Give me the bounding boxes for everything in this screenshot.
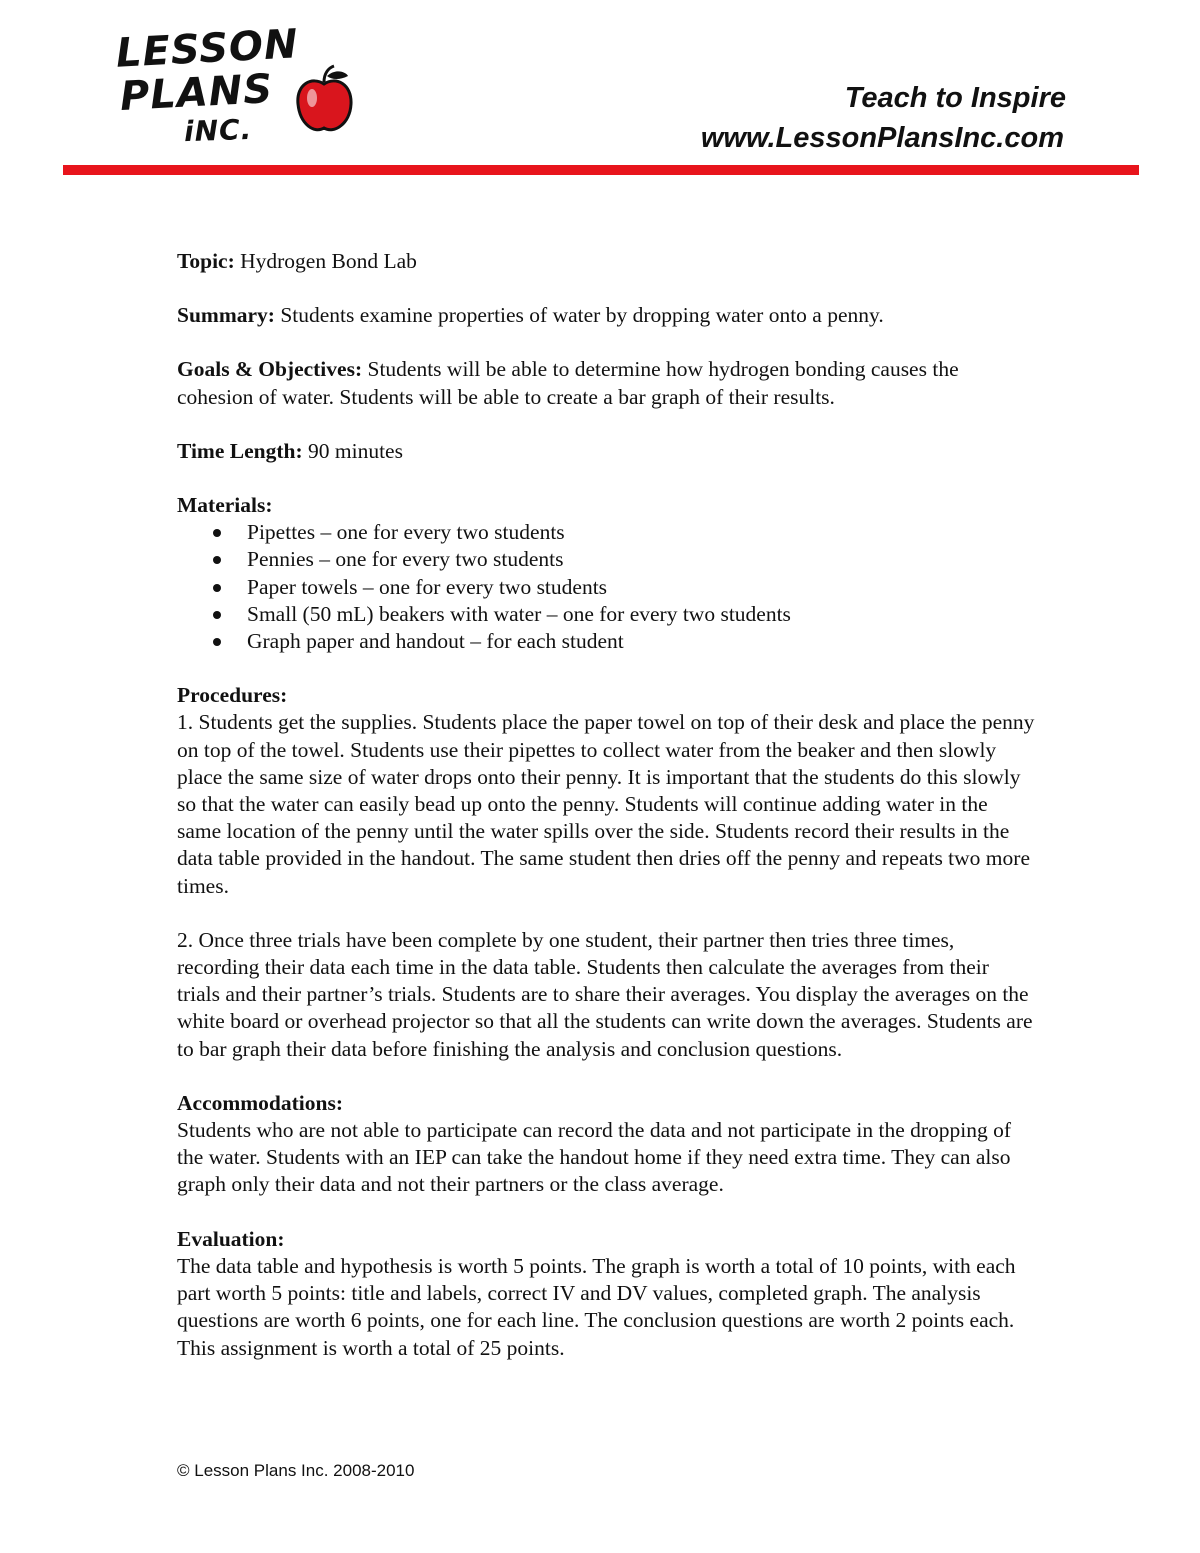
- logo-line-1: LESSON: [114, 21, 300, 77]
- procedures-heading: Procedures:: [177, 683, 288, 708]
- list-item: Small (50 mL) beakers with water – one for every two students: [177, 601, 1037, 628]
- apple-icon: [294, 64, 354, 136]
- time-length-label: Time Length:: [177, 438, 303, 463]
- materials-heading: Materials:: [177, 493, 273, 518]
- evaluation-text: The data table and hypothesis is worth 5 points. The graph is worth a total of 10 points, with each part worth 5 points: title and labels, correct IV and DV values, completed graph. The analysis questions are worth 6 points, one for each line. The conclusion questions are worth 2 points each. This assignment is worth a total of 25 points.: [177, 1253, 1016, 1360]
- summary-value: Students examine properties of water by dropping water onto a penny.: [280, 303, 884, 328]
- procedure-step-1: 1. Students get the supplies. Students place the paper towel on top of their desk and place the penny on top of the towel. Students use their pipettes to collect water from the beaker and then slowly place the same size of water drops onto their penny. It is important that the students do this slowly so that the water can easily bead up onto the penny. Students will continue adding water in the same location of the penny until the water spills over the side. Students record their results in the data table provided in the handout. The same student then dries off the penny and repeats two more times.: [177, 710, 1035, 898]
- time-length-line: [177, 438, 1037, 465]
- list-item: Pennies – one for every two students: [177, 546, 1037, 573]
- website-link[interactable]: www.LessonPlansInc.com: [700, 122, 1064, 154]
- logo-line-2: PLANS: [118, 66, 275, 120]
- list-item: Paper towels – one for every two students: [177, 574, 1037, 601]
- header-divider: [63, 165, 1139, 175]
- page-header: [0, 0, 1200, 180]
- list-item: Graph paper and handout – for each student: [177, 628, 1037, 655]
- lesson-content: [177, 248, 1037, 1362]
- topic-line: [177, 248, 1037, 275]
- lesson-plans-logo: [114, 21, 354, 152]
- accommodations-text: Students who are not able to participate can record the data and not participate in the dropping of the water. Students with an IEP can take the handout home if they need extra time. They can also graph only their data and not their partners or the class average.: [177, 1118, 1012, 1197]
- goals-line: [177, 356, 1037, 410]
- goals-label: Goals & Objectives:: [177, 357, 363, 382]
- summary-line: [177, 302, 1037, 329]
- evaluation-heading: Evaluation:: [177, 1226, 285, 1251]
- topic-value: Hydrogen Bond Lab: [240, 249, 417, 273]
- topic-label: Topic:: [177, 249, 235, 273]
- logo-line-3: iNC.: [183, 112, 253, 149]
- tagline: Teach to Inspire: [844, 82, 1066, 114]
- materials-list: [177, 519, 1037, 655]
- accommodations-heading: Accommodations:: [177, 1090, 344, 1115]
- time-length-value: 90 minutes: [308, 438, 403, 463]
- list-item: Pipettes – one for every two students: [177, 519, 1037, 546]
- summary-label: Summary:: [177, 303, 275, 328]
- copyright-footer: © Lesson Plans Inc. 2008-2010: [177, 1461, 415, 1480]
- procedure-step-2: 2. Once three trials have been complete by one student, their partner then tries three times, recording their data each time in the data table. Students then calculate the averages from their trials and their partner’s trials. Students are to share their averages. You display the averages on the white board or overhead projector so that all the students can write down the averages. Students are to bar graph their data before finishing the analysis and conclusion questions.: [177, 927, 1033, 1061]
- goals-value: Students will be able to determine how hydrogen bonding causes the cohesion of water. Students will be able to create a bar graph of their results.: [177, 357, 959, 409]
